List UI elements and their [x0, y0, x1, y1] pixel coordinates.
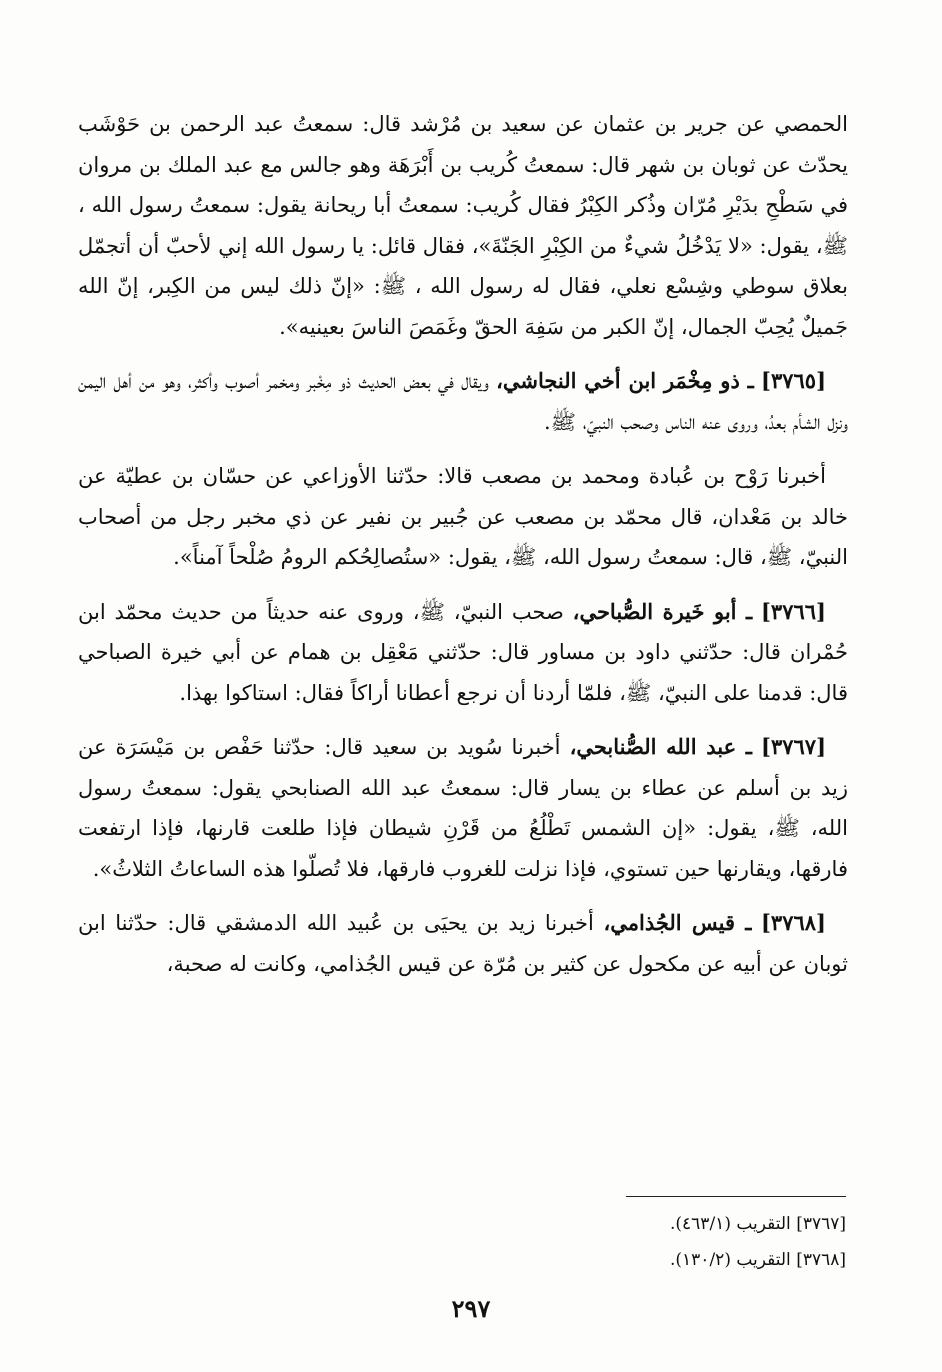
entry-name: ـ ذو مِخْمَر ابن أخي النجاشي، — [496, 368, 754, 393]
entry-number: [٣٧٦٦] — [760, 598, 826, 624]
main-text — [78, 104, 848, 998]
entry-text: أخبرنا زيد بن يحيَى بن عُبيد الله الدمشقي قال: حدّثنا ابن ثوبان عن أبيه عن مكحول عن كثير بن مُرّة عن قيس الجُذامي، وكانت له صحبة، — [78, 911, 848, 976]
footnote-divider — [626, 1196, 846, 1197]
paragraph-hadith — [78, 456, 848, 578]
entry-text: ويقال في بعض الحديث ذو مِخْبر ومخمر أصوب وأكثر، وهو من أهل اليمن ونزل الشأم بعدُ، وروى عنه الناس وصحب النبيّ، ﷺ. — [78, 369, 848, 434]
entry-text: صحب النبيّ، ﷺ، وروى عنه حديثاً من حديث محمّد ابن حُمْران قال: حدّثني داود بن مساور قال: حدّثني مَعْقِل بن همام عن أبي خيرة الصباحي قال: قدمنا على النبيّ، ﷺ، فلمّا أردنا أن نرجع أعطانا أراكاً فقال: استاكوا بهذا. — [78, 599, 848, 705]
paragraph-text: الحمصي عن جرير بن عثمان عن سعيد بن مُرْشد قال: سمعتُ عبد الرحمن بن حَوْشَب يحدّث عن ثوبان بن شهر قال: سمعتُ كُريب بن أَبْرَهَة وهو جالس مع عبد الملك بن مروان في سَطْحِ بدَيْرِ مُرّان وذُكر الكِبْرُ فقال كُريب: سمعتُ أبا ريحانة يقول: سمعتُ رسول الله ، ﷺ، يقول: «لا يَدْخُلُ شيءٌ من الكِبْرِ الجَنّةَ»، فقال قائل: يا رسول الله إني لأحبّ أن أتجمّل بعلاق سوطي وشِسْع نعلي، فقال له رسول الله ، ﷺ: «إنّ ذلك ليس من الكِبر، إنّ الله جَميلٌ يُحِبّ الجمال، إنّ الكبر من سَفِهَ الحقّ وغَمَصَ الناسَ بعينيه». — [78, 112, 848, 339]
entry-3765 — [78, 361, 848, 442]
entry-name: ـ قيس الجُذامي، — [603, 910, 752, 935]
entry-3768 — [78, 903, 848, 984]
entry-name: ـ عبد الله الصُّنابحي، — [569, 734, 752, 759]
entry-name: ـ أبو خَيرة الصُّباحي، — [572, 598, 753, 624]
page-number: ٢٩٧ — [451, 1294, 491, 1323]
entry-3766 — [78, 592, 848, 714]
entry-3767 — [78, 727, 848, 889]
entry-number: [٣٧٦٥] — [761, 368, 826, 393]
footnote-3768: [٣٧٦٨] التقريب (١٣٠/٢). — [670, 1250, 846, 1270]
entry-number: [٣٧٦٧] — [761, 734, 826, 759]
footnote-3767: [٣٧٦٧] التقريب (٤٦٣/١). — [670, 1214, 846, 1234]
paragraph-text: أخبرنا رَوْح بن عُبادة ومحمد بن مصعب قالا: حدّثنا الأوزاعي عن حسّان بن عطيّة عن خالد بن مَعْدان، قال محمّد بن مصعب عن جُبير بن نفير عن ذي مخبر رجل من أصحاب النبيّ، ﷺ، قال: سمعتُ رسول الله، ﷺ، يقول: «ستُصالِحُكم الرومُ صُلْحاً آمناً». — [78, 464, 848, 569]
paragraph-continuation — [78, 104, 848, 347]
entry-number: [٣٧٦٨] — [760, 910, 826, 935]
entry-text: أخبرنا سُويد بن سعيد قال: حدّثنا حَفْص بن مَيْسَرَة عن زيد بن أسلم عن عطاء بن يسار قال: سمعتُ عبد الله الصنابحي يقول: سمعتُ رسول الله، ﷺ، يقول: «إن الشمس تَطْلُعُ من قَرْنِ شيطان فإذا طلعت قارنها، فإذا ارتفعت فارقها، ويقارنها حين تستوي، فإذا نزلت للغروب فارقها، فلا تُصلّوا هذه الساعاتُ الثلاثُ». — [78, 735, 848, 881]
footnotes — [420, 1206, 846, 1278]
